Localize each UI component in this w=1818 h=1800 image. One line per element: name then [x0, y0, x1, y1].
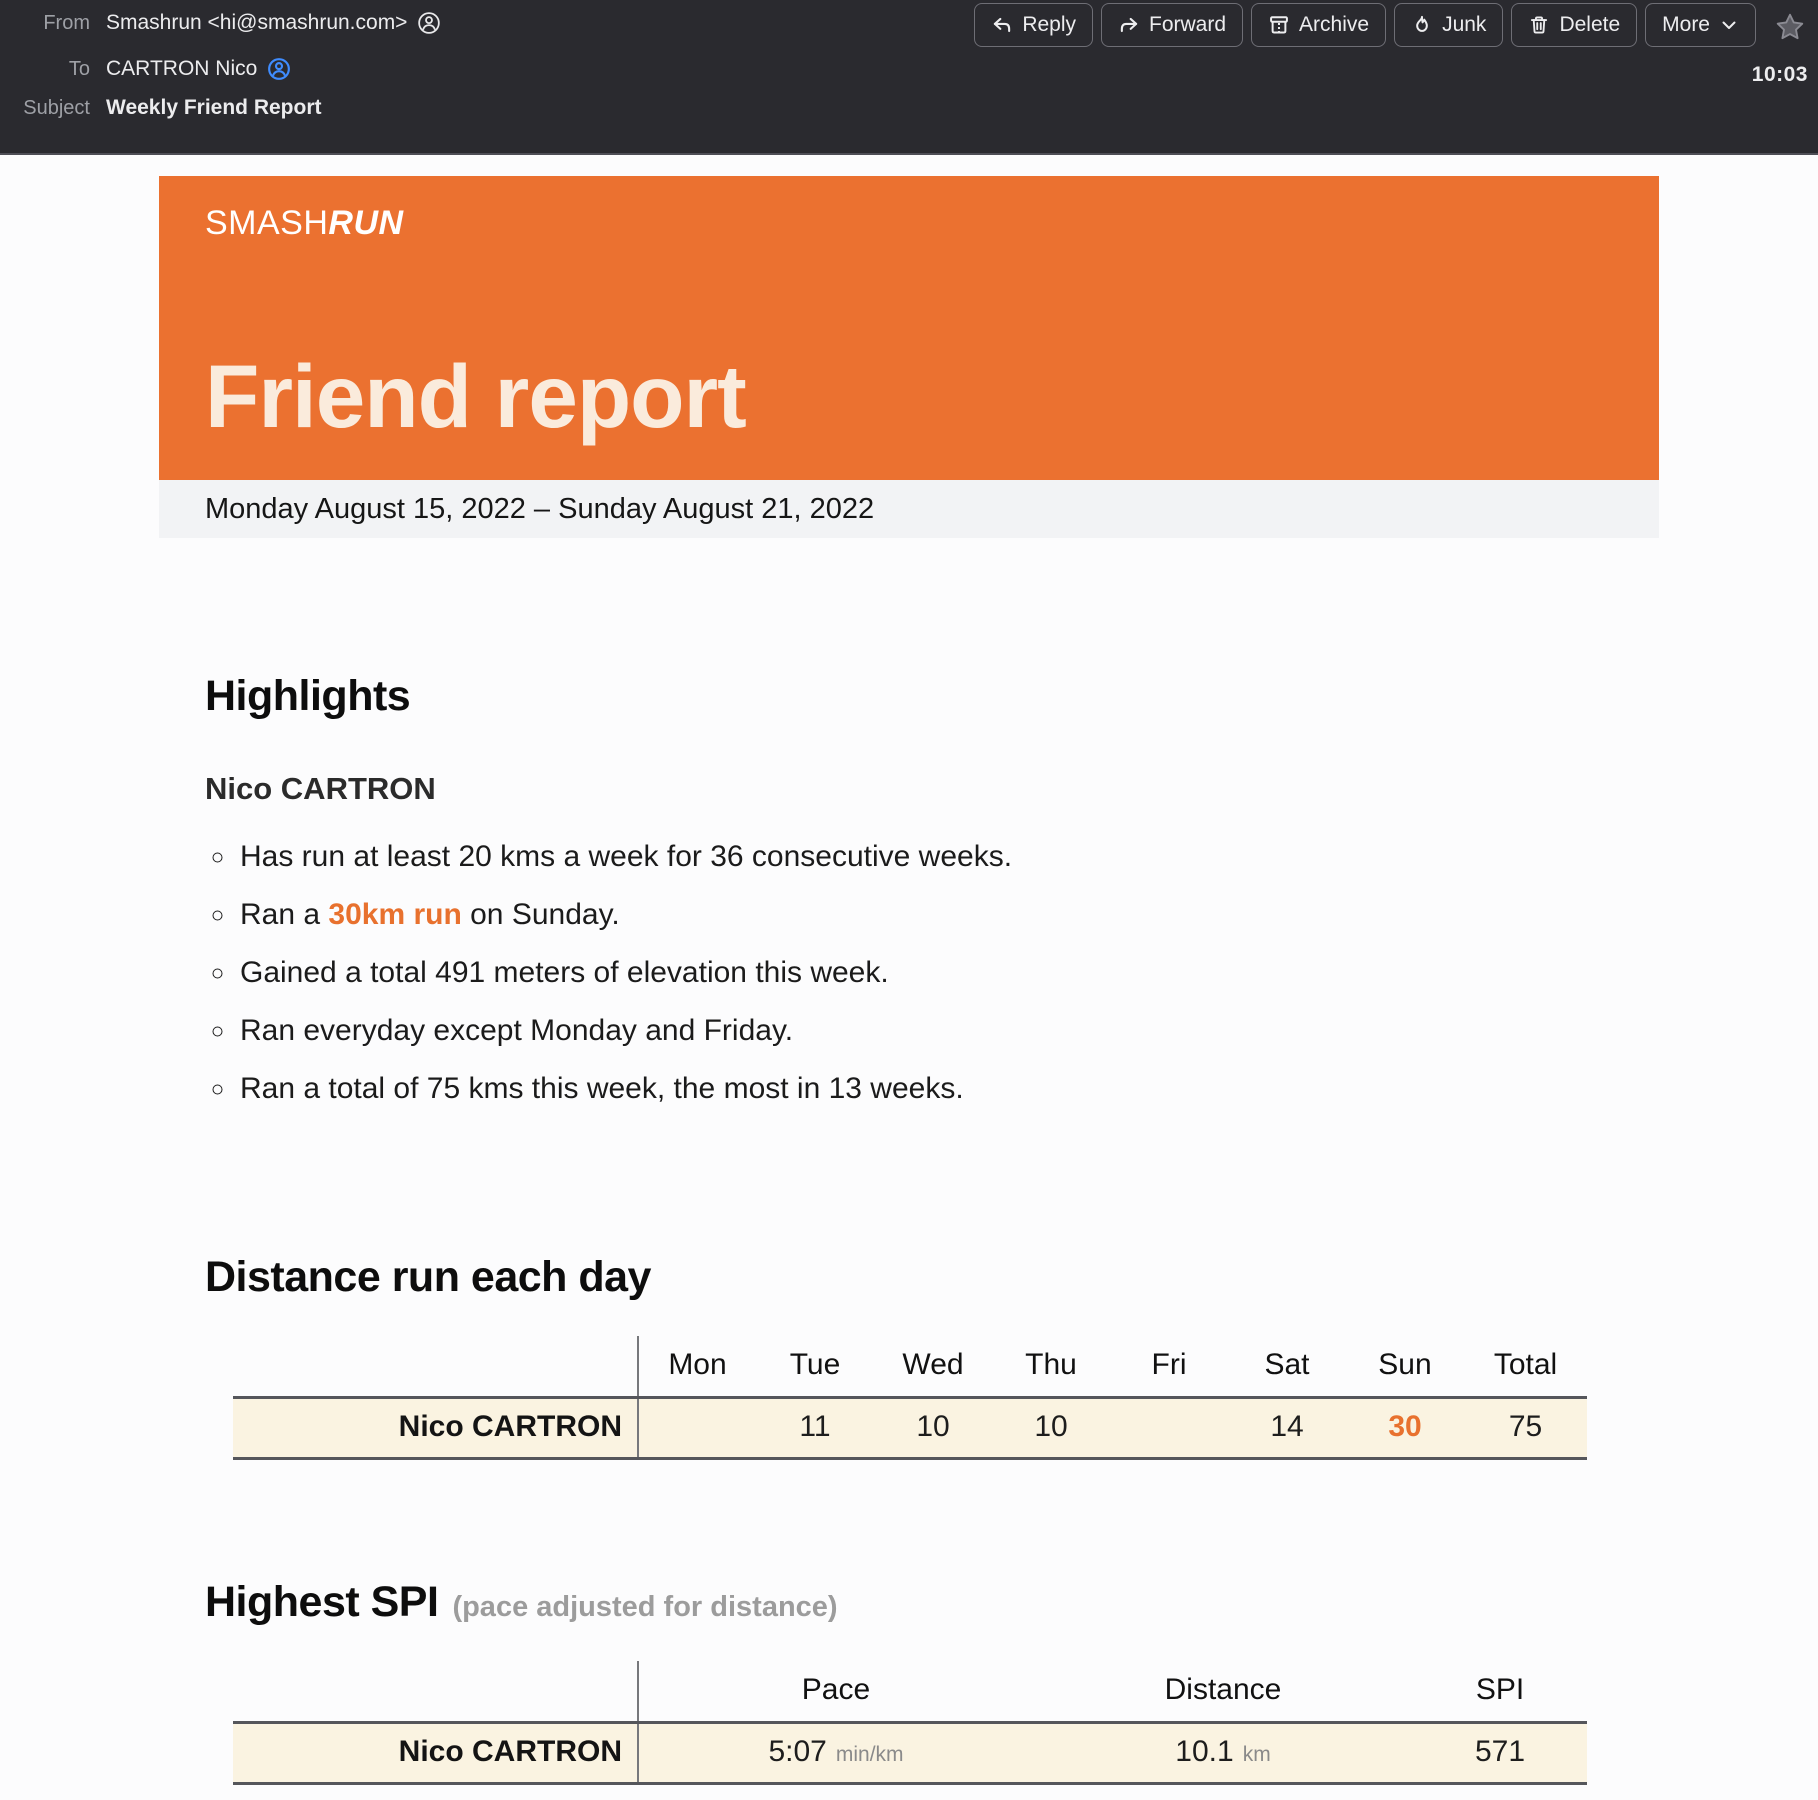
distance-wed: 10: [874, 1398, 992, 1459]
col-header-distance: Distance: [1033, 1661, 1413, 1723]
flame-icon: [1411, 14, 1433, 36]
star-icon: [1774, 31, 1806, 46]
runner-name: Nico CARTRON: [205, 771, 436, 806]
col-header-sun: Sun: [1346, 1336, 1464, 1398]
email-message-body: [159, 176, 1659, 1785]
highlights-heading: Highlights: [205, 672, 411, 720]
distance-fri: [1110, 1398, 1228, 1459]
spi-table: [233, 1661, 1587, 1785]
empty-header-cell: [233, 1661, 638, 1723]
col-header-total: Total: [1464, 1336, 1587, 1398]
highlights-list: [205, 841, 1587, 1105]
from-row: [0, 6, 441, 40]
distance-table: [233, 1336, 1587, 1460]
junk-button[interactable]: Junk: [1394, 3, 1503, 47]
to-row: [0, 52, 291, 86]
col-header-spi: SPI: [1413, 1661, 1587, 1723]
distance-unit: km: [1242, 1743, 1271, 1766]
runner-name-cell: Nico CARTRON: [233, 1398, 638, 1459]
subject-row: [0, 91, 322, 125]
smashrun-logo: [205, 204, 1659, 243]
list-item: ◦ Ran a 30km run on Sunday.: [237, 899, 1587, 931]
spi-heading: [205, 1578, 1587, 1627]
logo-part-run: RUN: [328, 204, 404, 242]
reply-button[interactable]: Reply: [974, 3, 1093, 47]
to-label: To: [68, 57, 90, 80]
col-header-tue: Tue: [756, 1336, 874, 1398]
col-header-sat: Sat: [1228, 1336, 1346, 1398]
table-row: [233, 1398, 1587, 1459]
table-row: [233, 1723, 1587, 1784]
run-detail-link[interactable]: 30km run: [328, 898, 462, 931]
pace-unit: min/km: [835, 1743, 904, 1766]
message-toolbar: [974, 3, 1756, 47]
col-header-fri: Fri: [1110, 1336, 1228, 1398]
list-item: ◦ Has run at least 20 kms a week for 36 consecutive weeks.: [237, 841, 1587, 873]
report-content: [159, 672, 1659, 1785]
empty-header-cell: [233, 1336, 638, 1398]
distance-heading: Distance run each day: [205, 1253, 651, 1301]
list-item: ◦ Ran a total of 75 kms this week, the most in 13 weeks.: [237, 1073, 1587, 1105]
recipient-contact-icon[interactable]: [267, 57, 291, 81]
trash-icon: [1528, 14, 1550, 36]
col-header-wed: Wed: [874, 1336, 992, 1398]
star-message-button[interactable]: [1774, 11, 1806, 43]
distance-cell: 10.1 km: [1033, 1723, 1413, 1784]
to-value[interactable]: [106, 57, 291, 81]
reply-arrow-icon: [991, 14, 1013, 36]
delete-button[interactable]: Delete: [1511, 3, 1637, 47]
distance-thu: 10: [992, 1398, 1110, 1459]
distance-sat: 14: [1228, 1398, 1346, 1459]
pace-cell: 5:07 min/km: [638, 1723, 1033, 1784]
from-label: From: [43, 11, 90, 34]
distance-tue: 11: [756, 1398, 874, 1459]
logo-part-smash: SMASH: [205, 204, 329, 242]
distance-mon: [638, 1398, 756, 1459]
col-header-mon: Mon: [638, 1336, 756, 1398]
col-header-thu: Thu: [992, 1336, 1110, 1398]
col-header-pace: Pace: [638, 1661, 1033, 1723]
forward-button[interactable]: Forward: [1101, 3, 1243, 47]
chevron-down-icon: [1719, 15, 1739, 35]
banner-title: Friend report: [205, 346, 746, 446]
sender-contact-icon[interactable]: [417, 11, 441, 35]
spi-header-row: [233, 1661, 1587, 1723]
distance-total: 75: [1464, 1398, 1587, 1459]
from-address[interactable]: Smashrun <hi@smashrun.com>: [106, 11, 408, 34]
message-header: [0, 0, 1818, 155]
distance-sun-highlighted: 30: [1346, 1398, 1464, 1459]
distance-header-row: [233, 1336, 1587, 1398]
list-item: ◦ Gained a total 491 meters of elevation this week.: [237, 957, 1587, 989]
subject-label: Subject: [23, 96, 90, 119]
spi-heading-text: Highest SPI: [205, 1578, 439, 1626]
email-banner: [159, 176, 1659, 480]
runner-name-cell: Nico CARTRON: [233, 1723, 638, 1784]
spi-subtitle: (pace adjusted for distance): [452, 1591, 838, 1623]
archive-box-icon: [1268, 14, 1290, 36]
from-value[interactable]: [106, 11, 441, 35]
archive-button[interactable]: Archive: [1251, 3, 1386, 47]
report-date-range: Monday August 15, 2022 – Sunday August 21, 2022: [159, 480, 1659, 538]
spi-cell: 571: [1413, 1723, 1587, 1784]
more-button[interactable]: More: [1645, 3, 1756, 47]
recipient-name[interactable]: CARTRON Nico: [106, 57, 258, 80]
subject-value: Weekly Friend Report: [106, 96, 322, 119]
forward-arrow-icon: [1118, 14, 1140, 36]
message-time: 10:03: [1751, 63, 1808, 86]
list-item: ◦ Ran everyday except Monday and Friday.: [237, 1015, 1587, 1047]
